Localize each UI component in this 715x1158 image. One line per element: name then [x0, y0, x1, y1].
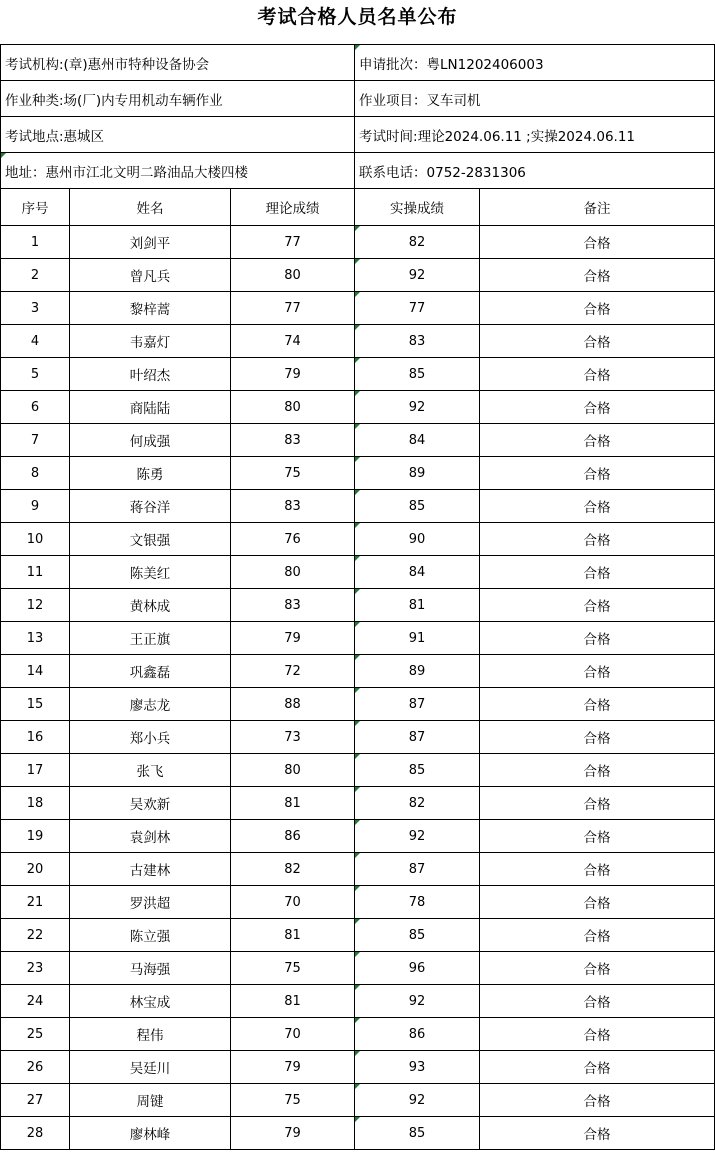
row-practical-score: 87 [355, 688, 480, 721]
row-name: 叶绍杰 [70, 358, 231, 391]
table-row [1, 886, 715, 919]
row-practical-score: 82 [355, 226, 480, 259]
row-name: 陈立强 [70, 919, 231, 952]
row-practical-score: 87 [355, 853, 480, 886]
row-name: 袁剑林 [70, 820, 231, 853]
exam-org: 考试机构:(章)惠州市特种设备协会 [1, 45, 355, 81]
row-index: 13 [1, 622, 70, 655]
header-name: 姓名 [70, 189, 231, 226]
row-theory-score: 80 [231, 754, 355, 787]
page-title: 考试合格人员名单公布 [257, 6, 458, 28]
row-theory-score: 82 [231, 853, 355, 886]
row-practical-score: 93 [355, 1051, 480, 1084]
table-row [1, 457, 715, 490]
row-remark: 合格 [480, 325, 715, 358]
row-practical-score: 92 [355, 259, 480, 292]
row-practical-score: 82 [355, 787, 480, 820]
row-index: 21 [1, 886, 70, 919]
address: 地址：惠州市江北文明二路油品大楼四楼 [1, 153, 355, 189]
row-theory-score: 83 [231, 589, 355, 622]
row-index: 2 [1, 259, 70, 292]
row-index: 15 [1, 688, 70, 721]
table-row [1, 424, 715, 457]
row-remark: 合格 [480, 391, 715, 424]
row-practical-score: 96 [355, 952, 480, 985]
header-index: 序号 [1, 189, 70, 226]
row-index: 11 [1, 556, 70, 589]
row-name: 刘剑平 [70, 226, 231, 259]
row-index: 7 [1, 424, 70, 457]
table-row [1, 490, 715, 523]
row-index: 25 [1, 1018, 70, 1051]
row-name: 马海强 [70, 952, 231, 985]
row-index: 12 [1, 589, 70, 622]
row-theory-score: 79 [231, 358, 355, 391]
row-index: 23 [1, 952, 70, 985]
row-index: 18 [1, 787, 70, 820]
table-row [1, 589, 715, 622]
row-theory-score: 79 [231, 1117, 355, 1150]
row-practical-score: 78 [355, 886, 480, 919]
row-remark: 合格 [480, 226, 715, 259]
row-index: 5 [1, 358, 70, 391]
row-practical-score: 84 [355, 424, 480, 457]
row-practical-score: 87 [355, 721, 480, 754]
row-remark: 合格 [480, 292, 715, 325]
row-name: 郑小兵 [70, 721, 231, 754]
table-row [1, 754, 715, 787]
table-row [1, 919, 715, 952]
row-theory-score: 73 [231, 721, 355, 754]
work-category: 作业种类:场(厂)内专用机动车辆作业 [1, 81, 355, 117]
table-row [1, 853, 715, 886]
row-index: 16 [1, 721, 70, 754]
row-index: 6 [1, 391, 70, 424]
row-theory-score: 79 [231, 1051, 355, 1084]
row-practical-score: 92 [355, 1084, 480, 1117]
row-practical-score: 86 [355, 1018, 480, 1051]
row-practical-score: 85 [355, 490, 480, 523]
row-index: 14 [1, 655, 70, 688]
row-theory-score: 83 [231, 490, 355, 523]
row-index: 1 [1, 226, 70, 259]
row-practical-score: 92 [355, 820, 480, 853]
row-name: 周键 [70, 1084, 231, 1117]
row-practical-score: 92 [355, 391, 480, 424]
info-row [1, 153, 715, 189]
row-name: 张飞 [70, 754, 231, 787]
row-remark: 合格 [480, 985, 715, 1018]
table-header-row [1, 189, 715, 226]
row-remark: 合格 [480, 754, 715, 787]
row-name: 文银强 [70, 523, 231, 556]
row-practical-score: 85 [355, 919, 480, 952]
results-table [0, 44, 715, 1150]
table-row [1, 985, 715, 1018]
row-remark: 合格 [480, 1051, 715, 1084]
table-row [1, 226, 715, 259]
table-row [1, 1018, 715, 1051]
row-remark: 合格 [480, 556, 715, 589]
row-name: 王正旗 [70, 622, 231, 655]
table-row [1, 523, 715, 556]
row-practical-score: 89 [355, 457, 480, 490]
info-row [1, 45, 715, 81]
table-row [1, 391, 715, 424]
table-row [1, 556, 715, 589]
table-row [1, 1051, 715, 1084]
row-theory-score: 81 [231, 985, 355, 1018]
info-row [1, 117, 715, 153]
table-row [1, 259, 715, 292]
table-row [1, 787, 715, 820]
row-theory-score: 75 [231, 952, 355, 985]
row-name: 陈美红 [70, 556, 231, 589]
row-name: 商陆陆 [70, 391, 231, 424]
row-index: 24 [1, 985, 70, 1018]
row-remark: 合格 [480, 358, 715, 391]
row-practical-score: 92 [355, 985, 480, 1018]
row-name: 巩鑫磊 [70, 655, 231, 688]
row-theory-score: 86 [231, 820, 355, 853]
row-index: 8 [1, 457, 70, 490]
row-index: 22 [1, 919, 70, 952]
table-row [1, 1117, 715, 1150]
application-batch: 申请批次：粤LN1202406003 [355, 45, 715, 81]
row-theory-score: 76 [231, 523, 355, 556]
row-remark: 合格 [480, 490, 715, 523]
row-index: 19 [1, 820, 70, 853]
row-theory-score: 74 [231, 325, 355, 358]
row-remark: 合格 [480, 820, 715, 853]
row-name: 黎梓蒿 [70, 292, 231, 325]
row-theory-score: 80 [231, 556, 355, 589]
row-practical-score: 81 [355, 589, 480, 622]
row-remark: 合格 [480, 919, 715, 952]
row-remark: 合格 [480, 721, 715, 754]
row-name: 何成强 [70, 424, 231, 457]
table-row [1, 358, 715, 391]
table-row [1, 655, 715, 688]
row-name: 程伟 [70, 1018, 231, 1051]
row-theory-score: 70 [231, 1018, 355, 1051]
row-index: 20 [1, 853, 70, 886]
row-remark: 合格 [480, 886, 715, 919]
table-row [1, 1084, 715, 1117]
row-practical-score: 89 [355, 655, 480, 688]
header-practical-score: 实操成绩 [355, 189, 480, 226]
table-row [1, 721, 715, 754]
row-name: 韦嘉灯 [70, 325, 231, 358]
row-practical-score: 84 [355, 556, 480, 589]
row-remark: 合格 [480, 1018, 715, 1051]
row-remark: 合格 [480, 1117, 715, 1150]
row-remark: 合格 [480, 457, 715, 490]
row-remark: 合格 [480, 1084, 715, 1117]
row-theory-score: 75 [231, 1084, 355, 1117]
row-remark: 合格 [480, 952, 715, 985]
row-index: 26 [1, 1051, 70, 1084]
row-index: 28 [1, 1117, 70, 1150]
row-practical-score: 77 [355, 292, 480, 325]
exam-time: 考试时间:理论2024.06.11 ;实操2024.06.11 [355, 117, 715, 153]
row-name: 蒋谷洋 [70, 490, 231, 523]
row-remark: 合格 [480, 655, 715, 688]
row-theory-score: 72 [231, 655, 355, 688]
row-name: 林宝成 [70, 985, 231, 1018]
row-theory-score: 70 [231, 886, 355, 919]
row-theory-score: 81 [231, 919, 355, 952]
exam-location: 考试地点:惠城区 [1, 117, 355, 153]
row-index: 27 [1, 1084, 70, 1117]
table-row [1, 688, 715, 721]
table-row [1, 820, 715, 853]
row-theory-score: 79 [231, 622, 355, 655]
row-name: 曾凡兵 [70, 259, 231, 292]
row-remark: 合格 [480, 622, 715, 655]
table-row [1, 622, 715, 655]
table-row [1, 292, 715, 325]
row-theory-score: 80 [231, 391, 355, 424]
table-row [1, 325, 715, 358]
row-practical-score: 83 [355, 325, 480, 358]
row-remark: 合格 [480, 259, 715, 292]
row-index: 4 [1, 325, 70, 358]
row-index: 9 [1, 490, 70, 523]
row-remark: 合格 [480, 853, 715, 886]
header-theory-score: 理论成绩 [231, 189, 355, 226]
row-name: 陈勇 [70, 457, 231, 490]
row-name: 吴欢新 [70, 787, 231, 820]
row-remark: 合格 [480, 688, 715, 721]
row-practical-score: 85 [355, 754, 480, 787]
row-theory-score: 77 [231, 292, 355, 325]
row-theory-score: 77 [231, 226, 355, 259]
row-index: 3 [1, 292, 70, 325]
contact-phone: 联系电话：0752-2831306 [355, 153, 715, 189]
work-project: 作业项目：叉车司机 [355, 81, 715, 117]
row-theory-score: 81 [231, 787, 355, 820]
row-name: 吴廷川 [70, 1051, 231, 1084]
row-remark: 合格 [480, 424, 715, 457]
row-theory-score: 80 [231, 259, 355, 292]
row-name: 廖志龙 [70, 688, 231, 721]
row-remark: 合格 [480, 787, 715, 820]
row-practical-score: 90 [355, 523, 480, 556]
row-name: 罗洪超 [70, 886, 231, 919]
info-row [1, 81, 715, 117]
table-row [1, 952, 715, 985]
row-theory-score: 83 [231, 424, 355, 457]
row-remark: 合格 [480, 589, 715, 622]
row-practical-score: 85 [355, 358, 480, 391]
header-remark: 备注 [480, 189, 715, 226]
row-name: 黄林成 [70, 589, 231, 622]
row-name: 廖林峰 [70, 1117, 231, 1150]
row-remark: 合格 [480, 523, 715, 556]
row-theory-score: 75 [231, 457, 355, 490]
row-name: 古建林 [70, 853, 231, 886]
row-practical-score: 85 [355, 1117, 480, 1150]
row-index: 17 [1, 754, 70, 787]
row-index: 10 [1, 523, 70, 556]
row-practical-score: 91 [355, 622, 480, 655]
row-theory-score: 88 [231, 688, 355, 721]
